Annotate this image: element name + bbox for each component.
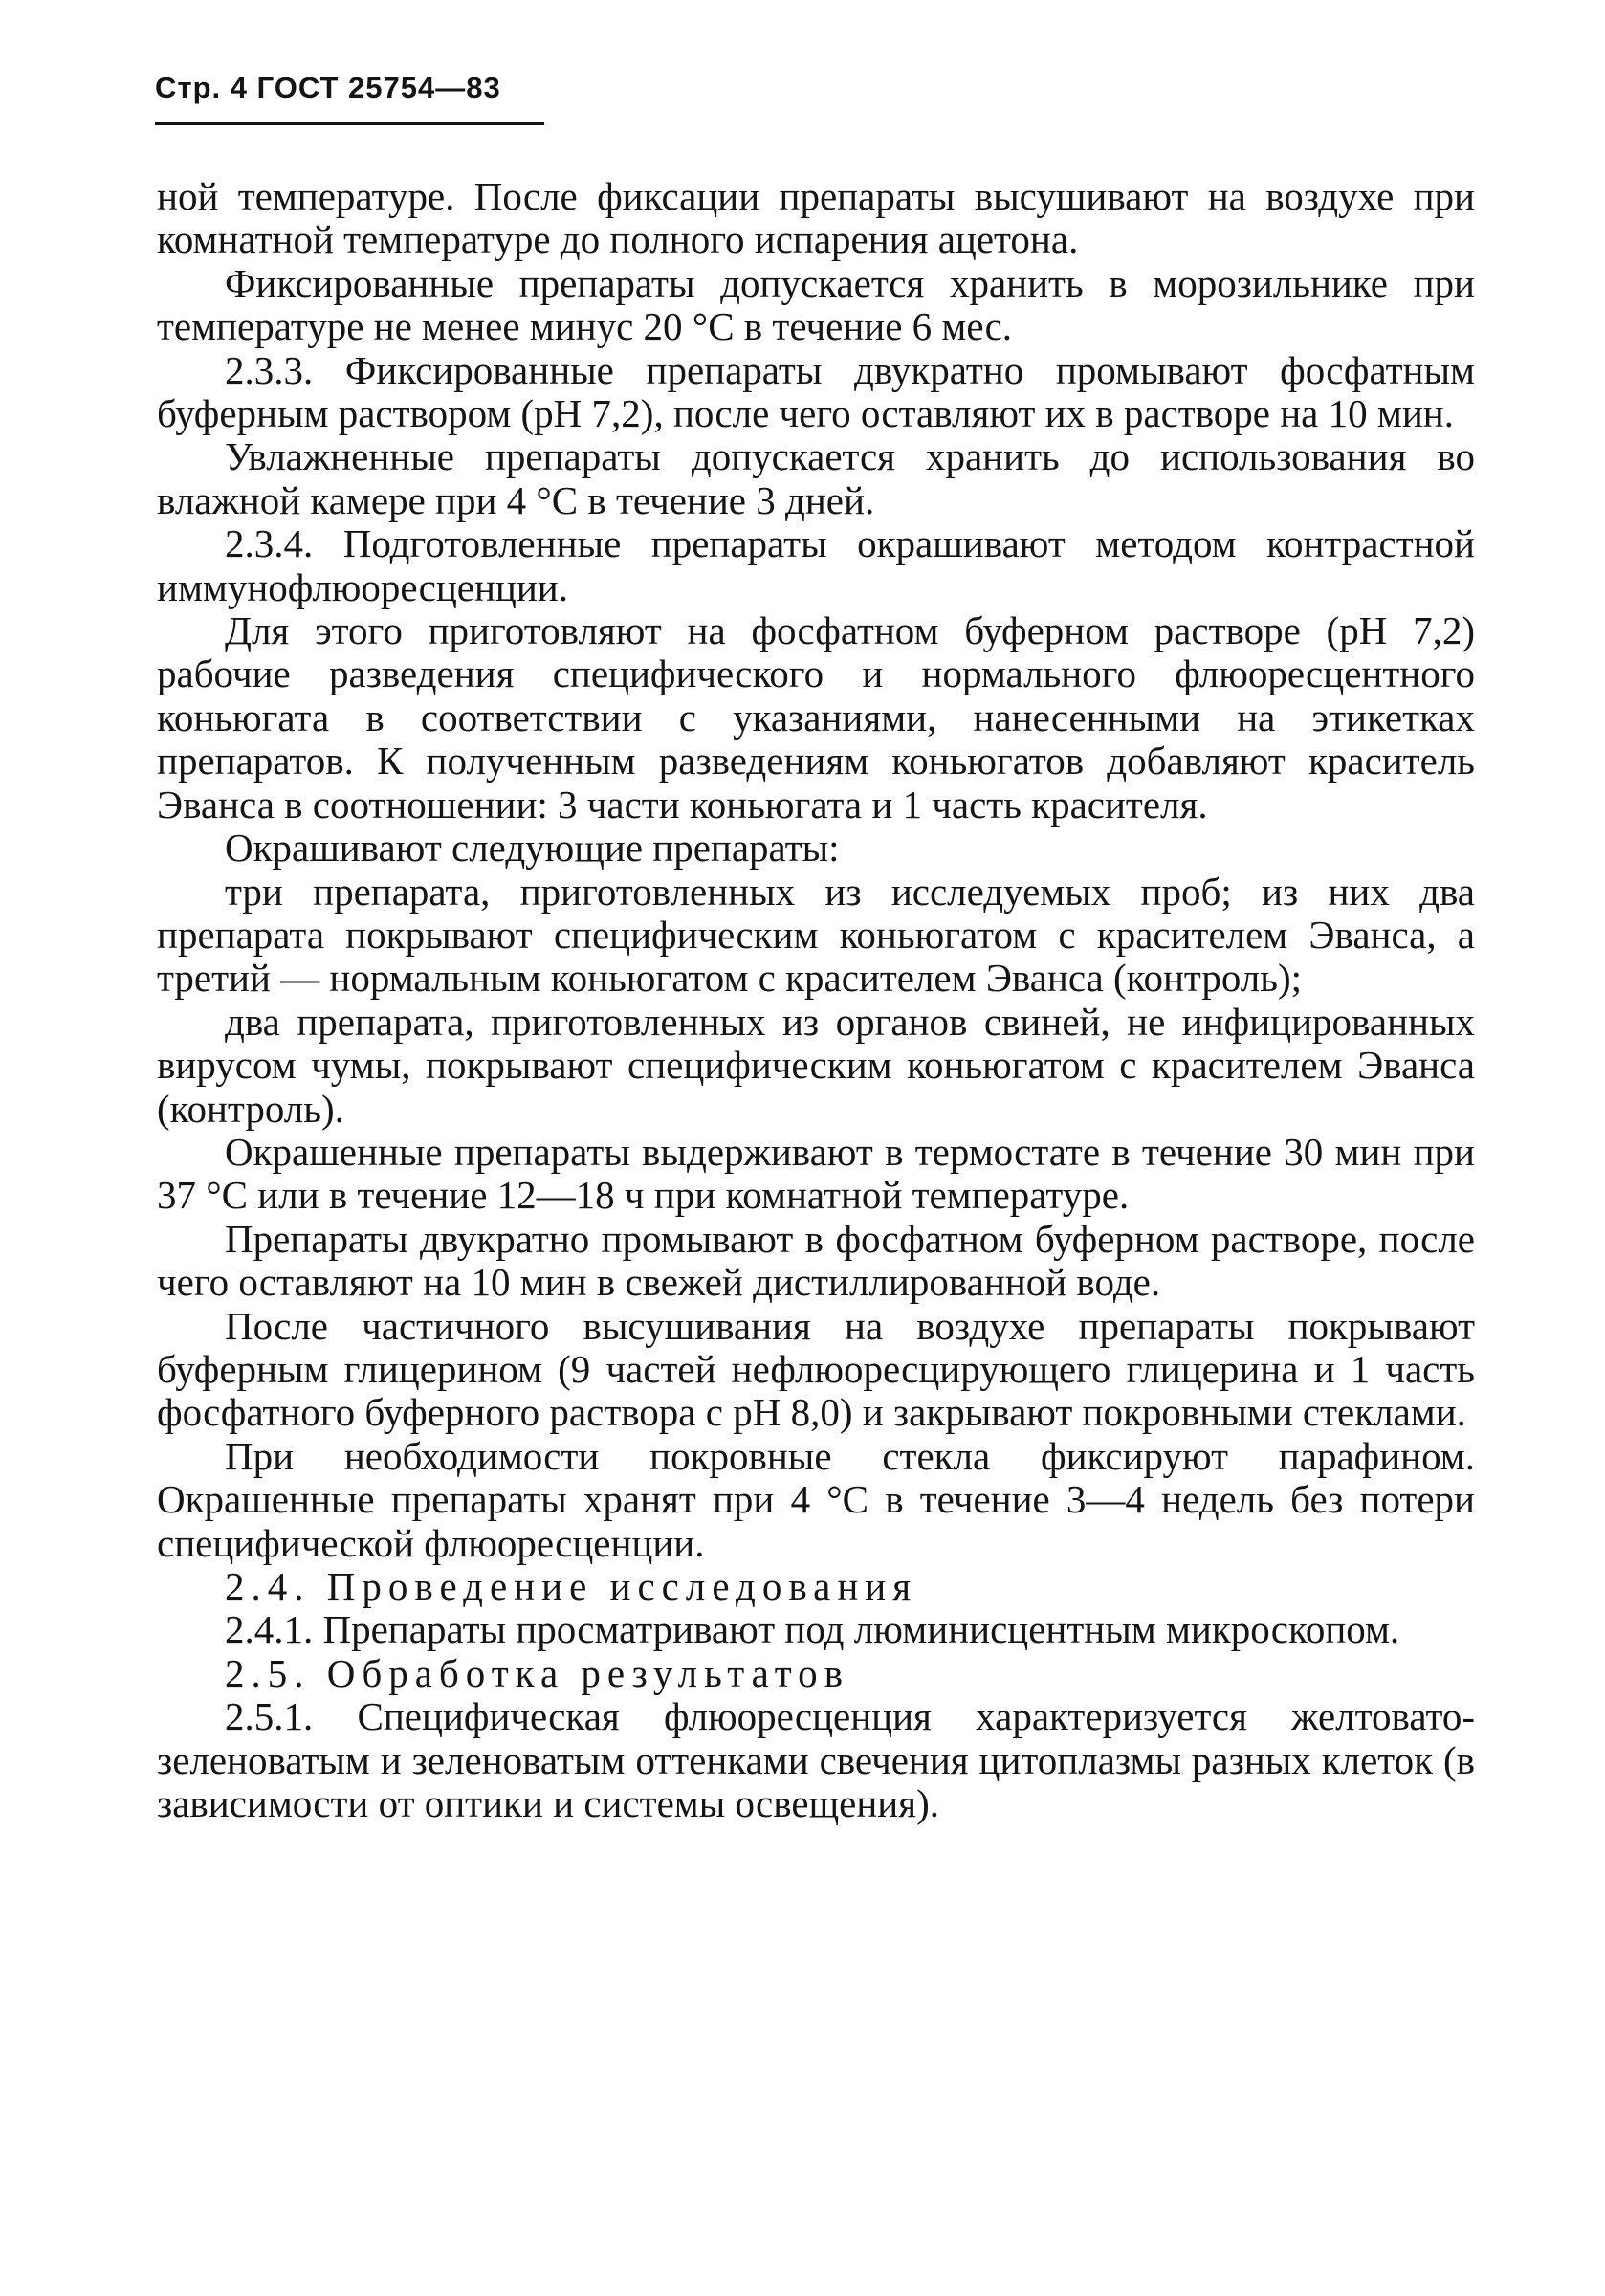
section-heading-2-4: 2.4. Проведение исследования — [225, 1564, 918, 1608]
paragraph-glycerin: После частичного высушивания на воздухе препараты покрывают буферным глицерином (9 частей нефлюоресцирующего глицерина и 1 часть фосфатного буферного раствора с рН 8,0) и закрывают покровными стеклами. — [157, 1303, 1475, 1435]
page-header: Стр. 4 ГОСТ 25754—83 — [155, 71, 501, 104]
paragraph-wash: Препараты двукратно промывают в фосфатном буферном растворе, после чего оставляют на 10 мин в свежей дистиллированной воде. — [157, 1216, 1475, 1305]
document-body — [157, 175, 1475, 1825]
section-heading-2-5: 2.5. Обработка результатов — [225, 1650, 850, 1695]
paragraph-paraffin: При необходимости покровные стекла фиксируют парафином. Окрашенные препараты хранят при 4 °С в течение 3—4 недель без потери специфической флюоресценции. — [157, 1433, 1475, 1565]
paragraph-2-5-1: 2.5.1. Специфическая флюоресценция характеризуется желтовато-зеленоватым и зеленоватым оттенками свечения цитоплазмы разных клеток (в зависимости от оптики и системы освещения). — [157, 1694, 1475, 1826]
paragraph-thermostat: Окрашенные препараты выдерживают в термостате в течение 30 мин при 37 °С или в течение 12—18 ч при комнатной температуре. — [157, 1129, 1475, 1218]
paragraph-2-3-3: 2.3.3. Фиксированные препараты двукратно промывают фосфатным буферным раствором (рН 7,2), после чего оставляют их в растворе на 10 мин. — [157, 347, 1475, 436]
paragraph-freezer-storage: Фиксированные препараты допускается хранить в морозильнике при температуре не менее минус 20 °С в течение 6 мес. — [157, 260, 1475, 349]
paragraph-continuation: ной температуре. После фиксации препараты высушивают на воздухе при комнатной температуре до полного испарения ацетона. — [157, 174, 1475, 262]
paragraph-2-4-1: 2.4.1. Препараты просматривают под люминисцентным микроскопом. — [225, 1607, 1400, 1652]
header-divider — [155, 122, 544, 125]
paragraph-2-3-4: 2.3.4. Подготовленные препараты окрашивают методом контрастной иммунофлюоресценции. — [157, 521, 1475, 609]
paragraph-dilutions: Для этого приготовляют на фосфатном буферном растворе (рН 7,2) рабочие разведения специфического и нормального флюоресцентного коньюгата в соответствии с указаниями, нанесенными на этикетках препаратов. К полученным разведениям коньюгатов добавляют краситель Эванса в соотношении: 3 части коньюгата и 1 часть красителя. — [157, 608, 1475, 827]
paragraph-stain-following: Окрашивают следующие препараты: — [225, 826, 840, 871]
paragraph-moist-storage: Увлажненные препараты допускается хранить до использования во влажной камере при 4 °С в течение 3 дней. — [157, 434, 1475, 522]
paragraph-two-samples: два препарата, приготовленных из органов свиней, не инфицированных вирусом чумы, покрывают специфическим коньюгатом с красителем Эванса (контроль). — [157, 999, 1475, 1131]
paragraph-three-samples: три препарата, приготовленных из исследуемых проб; из них два препарата покрывают специфическим коньюгатом с красителем Эванса, а третий — нормальным коньюгатом с красителем Эванса (контроль); — [157, 869, 1475, 1001]
